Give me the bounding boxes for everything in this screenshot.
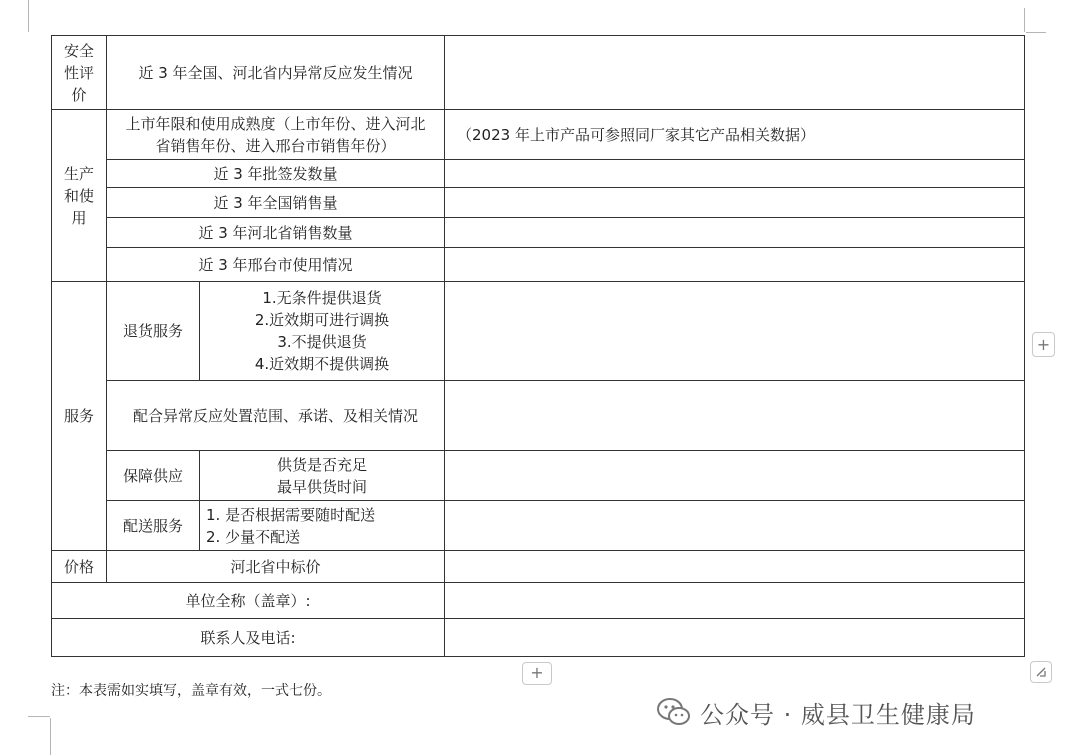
table-row [52,282,1025,381]
section-production: 生产 和使 用 [52,110,107,282]
value-cell[interactable] [445,282,1025,381]
supply-options: 供货是否充足 最早供货时间 [200,451,445,501]
table-row [52,583,1025,619]
item-batch-release: 近 3 年批签发数量 [107,160,445,188]
evaluation-table [51,35,1025,657]
table-row [52,160,1025,188]
return-options: 1.无条件提供退货 2.近效期可进行调换 3.不提供退货 4.近效期不提供调换 [200,282,445,381]
item-delivery-service: 配送服务 [107,501,200,551]
value-cell[interactable] [445,381,1025,451]
footnote: 注：本表需如实填写，盖章有效，一式七份。 [51,683,331,699]
wechat-icon [656,697,692,727]
add-row-button[interactable]: + [522,662,552,685]
item-national-sales: 近 3 年全国销售量 [107,188,445,218]
table-row [52,188,1025,218]
value-cell[interactable] [445,248,1025,282]
section-service: 服务 [52,282,107,551]
value-cell[interactable]: （2023 年上市产品可参照同厂家其它产品相关数据） [445,110,1025,160]
value-cell[interactable] [445,501,1025,551]
value-cell[interactable] [445,619,1025,657]
crop-mark-top-right-h [1026,32,1046,33]
value-cell[interactable] [445,160,1025,188]
table-row [52,501,1025,551]
resize-icon [1035,666,1047,678]
section-safety: 安全 性评 价 [52,36,107,110]
item-adverse-handling: 配合异常反应处置范围、承诺、及相关情况 [107,381,445,451]
value-cell[interactable] [445,218,1025,248]
table-resize-handle[interactable] [1030,661,1052,683]
item-hebei-bid-price: 河北省中标价 [107,551,445,583]
value-cell[interactable] [445,551,1025,583]
item-contact: 联系人及电话: [52,619,445,657]
table-row [52,36,1025,110]
item-adverse-reactions: 近 3 年全国、河北省内异常反应发生情况 [107,36,445,110]
table-row [52,551,1025,583]
table-row [52,451,1025,501]
watermark-text: 公众号 · 威县卫生健康局 [700,700,976,729]
add-column-button[interactable]: + [1032,332,1055,357]
item-hebei-sales: 近 3 年河北省销售数量 [107,218,445,248]
value-cell[interactable] [445,188,1025,218]
crop-mark-bottom-left-v [50,718,51,755]
table-row [52,110,1025,160]
item-return-service: 退货服务 [107,282,200,381]
item-supply-guarantee: 保障供应 [107,451,200,501]
value-cell[interactable] [445,583,1025,619]
crop-mark-top-left [28,0,29,32]
watermark [656,693,976,731]
delivery-options: 1. 是否根据需要随时配送 2. 少量不配送 [200,501,445,551]
table-row [52,218,1025,248]
crop-mark-top-right-v [1024,8,1025,32]
item-market-maturity: 上市年限和使用成熟度（上市年份、进入河北 省销售年份、进入邢台市销售年份） [107,110,445,160]
table-row [52,619,1025,657]
crop-mark-bottom-left-h [28,716,50,717]
table-row [52,381,1025,451]
item-unit-name: 单位全称（盖章）: [52,583,445,619]
table-row [52,248,1025,282]
value-cell[interactable] [445,451,1025,501]
value-cell[interactable] [445,36,1025,110]
section-price: 价格 [52,551,107,583]
item-xingtai-usage: 近 3 年邢台市使用情况 [107,248,445,282]
